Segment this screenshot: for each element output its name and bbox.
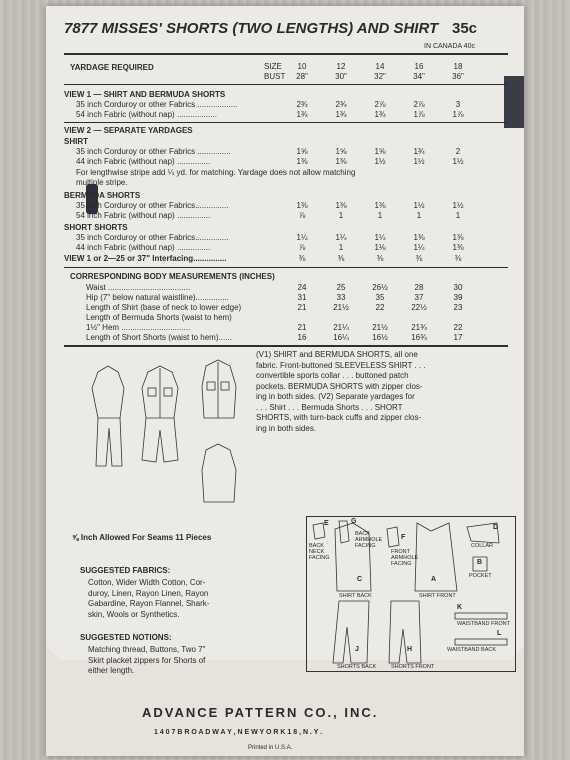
short-shorts-value: 1⅜ — [452, 233, 464, 242]
piece-h-label: H — [407, 646, 413, 653]
notions-heading: SUGGESTED NOTIONS: — [80, 633, 172, 642]
body-measurement-value: 16 — [297, 333, 307, 342]
shirt-value: 1⅝ — [335, 147, 347, 156]
shorts-back-label: SHORTS BACK — [337, 664, 377, 670]
body-measurement-value: 26½ — [372, 283, 388, 292]
bust-10: 28" — [296, 72, 308, 81]
body-measurement-row-label: Length of Bermuda Shorts (waist to hem) — [86, 313, 232, 322]
notions-line: Skirt placket zippers for Shorts of — [88, 655, 206, 665]
body-measurement-value: 16½ — [372, 333, 388, 342]
bermuda-heading: BERMUDA SHORTS — [64, 191, 141, 200]
view1-row-label: 35 inch Corduroy or other Fabrics .................. — [76, 100, 238, 109]
shirt-value: 2 — [455, 147, 461, 156]
back-neck-facing-label: BACK NECK FACING — [309, 543, 330, 561]
view1-rule — [64, 122, 508, 123]
view1-value: 1¾ — [374, 110, 386, 119]
body-measurement-value: 30 — [453, 283, 463, 292]
body-measurement-value: 33 — [336, 293, 346, 302]
description-line: (V1) SHIRT and BERMUDA SHORTS, all one — [256, 350, 418, 359]
shirt-row-label: 44 inch Fabric (without nap) ............... — [76, 157, 211, 166]
body-measurement-row-label: Hip (7" below natural waistline)............... — [86, 293, 229, 302]
shirt-front-label: SHIRT FRONT — [419, 593, 456, 599]
view1-heading: VIEW 1 — SHIRT AND BERMUDA SHORTS — [64, 90, 226, 99]
piece-g-shape — [339, 521, 349, 543]
piece-f-label: F — [401, 534, 406, 541]
bust-14: 32" — [374, 72, 386, 81]
body-measurement-value: 31 — [297, 293, 307, 302]
stripe-note-line2: multiple stripe. — [76, 178, 128, 187]
interfacing-value: ⅜ — [454, 254, 462, 263]
description-line: . . . Shirt . . . Bermuda Shorts . . . SHORT — [256, 402, 403, 412]
bust-16: 34" — [413, 72, 425, 81]
bermuda-value: 1⅜ — [296, 201, 308, 210]
bust-18: 36" — [452, 72, 464, 81]
shirt-back-detail-figure — [202, 444, 236, 502]
shirt-and-bermuda-back-figure — [92, 366, 124, 466]
body-measurement-value: 37 — [414, 293, 424, 302]
body-measurement-value: 21 — [297, 303, 307, 312]
body-measurement-value: 24 — [297, 283, 307, 292]
view1-value: 2¾ — [335, 100, 347, 109]
short-shorts-value: 1 — [338, 243, 344, 252]
shirt-value: 1¾ — [413, 147, 425, 156]
body-measurement-value: 16¾ — [411, 333, 427, 342]
body-measurement-value: 22 — [453, 323, 463, 332]
shirt-row-label: 35 inch Corduroy or other Fabrics ............... — [76, 147, 231, 156]
short-shorts-row-label: 44 inch Fabric (without nap) ............... — [76, 243, 211, 252]
piece-a-label: A — [431, 576, 437, 583]
fabrics-line: duroy, Linen, Rayon Linen, Rayon — [88, 588, 209, 598]
company-address: 1 4 0 7 B R O A D W A Y , N E W Y O R K 1 8 , N . Y . — [154, 729, 323, 736]
piece-h-shape — [389, 601, 421, 663]
shirt-front-detail-figure — [202, 360, 236, 418]
body-measurement-row-label: Length of Short Shorts (waist to hem)...... — [86, 333, 232, 342]
bermuda-row-label: 35 inch Corduroy or other Fabrics............... — [76, 201, 229, 210]
description-line: ing in both sides. (V2) Separate yardages for — [256, 392, 415, 401]
body-measurement-value: 39 — [453, 293, 463, 302]
garment-illustrations — [76, 358, 276, 518]
body-measurement-value: 25 — [336, 283, 346, 292]
view1-row-label: 54 inch Fabric (without nap) .................. — [76, 110, 217, 119]
pocket-label: POCKET — [469, 573, 492, 579]
short-shorts-row-label: 35 inch Corduroy or other Fabrics............... — [76, 233, 229, 242]
fabrics-line: skin, Wools or Synthetics. — [88, 609, 180, 619]
piece-k-label: K — [457, 604, 463, 611]
description-line: ing in both sides. — [256, 423, 317, 433]
shirt-value: 1½ — [413, 157, 425, 166]
short-shorts-heading: SHORT SHORTS — [64, 223, 128, 232]
body-measurement-value: 21¼ — [333, 323, 349, 332]
bermuda-value: 1 — [455, 211, 461, 220]
shorts-front-label: SHORTS FRONT — [391, 664, 435, 670]
notions-line: Matching thread, Buttons, Two 7" — [88, 645, 206, 654]
pattern-envelope — [46, 6, 524, 756]
bust-12: 30" — [335, 72, 347, 81]
shirt-value: 1½ — [452, 157, 464, 166]
body-measurement-row-label: 1½" Hem ............................... — [86, 323, 191, 332]
piece-j-label: J — [355, 646, 359, 653]
interfacing-value: ⅜ — [376, 254, 384, 263]
body-measurement-value: 22 — [375, 303, 385, 312]
piece-c-label: C — [357, 576, 363, 583]
view1-value: 2⅞ — [413, 100, 425, 109]
size-label: SIZE — [264, 62, 282, 71]
description-line: SHORTS, with turn-back cuffs and zipper clos- — [256, 413, 422, 422]
shirt-value: 1½ — [374, 157, 386, 166]
shirt-value: 1⅝ — [296, 147, 308, 156]
body-heading: CORRESPONDING BODY MEASUREMENTS (INCHES) — [70, 272, 275, 281]
view1-value: 1¾ — [335, 110, 347, 119]
shirt-heading: SHIRT — [64, 137, 88, 146]
size-16: 16 — [414, 62, 424, 71]
bermuda-value: 1 — [377, 211, 383, 220]
bust-label: BUST — [264, 72, 286, 81]
view1-value: 1⅞ — [452, 110, 464, 119]
body-measurement-value: 16¼ — [333, 333, 349, 342]
short-shorts-value: 1¼ — [335, 233, 347, 242]
front-armhole-facing-label: FRONT ARMHOLE FACING — [391, 549, 419, 567]
size-14: 14 — [375, 62, 385, 71]
bermuda-value: 1½ — [413, 201, 425, 210]
interfacing-row-label: VIEW 1 or 2—25 or 37" Interfacing............... — [64, 254, 227, 263]
notions-line: either length. — [88, 666, 135, 675]
short-shorts-value: 1¼ — [374, 233, 386, 242]
waistband-front-label: WAISTBAND FRONT — [457, 621, 510, 627]
view2-rule — [64, 267, 508, 268]
body-measurement-value: 28 — [414, 283, 424, 292]
bermuda-value: 1⅜ — [374, 201, 386, 210]
body-measurement-row-label: Waist ..................................... — [86, 283, 191, 292]
fabrics-line: Cotton, Wider Width Cotton, Cor- — [88, 578, 206, 587]
size-10: 10 — [297, 62, 307, 71]
bermuda-value: 1 — [416, 211, 422, 220]
short-shorts-value: 1¼ — [296, 233, 308, 242]
view1-value: 2⅞ — [374, 100, 386, 109]
body-measurement-value: 23 — [453, 303, 463, 312]
piece-g-label: G — [351, 518, 357, 525]
price: 35c — [452, 20, 478, 37]
body-measurement-value: 35 — [375, 293, 385, 302]
shirt-value: 1⅜ — [296, 157, 308, 166]
fabrics-line: Gabardine, Rayon Flannel, Shark- — [88, 599, 210, 608]
body-measurement-value: 22½ — [411, 303, 427, 312]
printed-in-usa: Printed in U.S.A. — [248, 745, 293, 751]
bermuda-row-label: 54 inch Fabric (without nap) ............... — [76, 211, 211, 220]
view2-heading: VIEW 2 — SEPARATE YARDAGES — [64, 126, 193, 135]
bermuda-value: 1½ — [452, 201, 464, 210]
description-line: convertible sports collar . . . buttoned patch — [256, 371, 409, 380]
interfacing-value: ⅜ — [337, 254, 345, 263]
body-measurement-value: 17 — [453, 333, 463, 342]
body-measurement-value: 21½ — [372, 323, 388, 332]
body-measurement-row-label: Length of Shirt (base of neck to lower edge) — [86, 303, 242, 312]
description-line: fabric. Front-buttoned SLEEVELESS SHIRT . . . — [256, 360, 426, 370]
header-rule — [64, 53, 508, 55]
piece-k-shape — [455, 613, 507, 619]
piece-l-shape — [455, 639, 507, 645]
piece-b-label: B — [477, 559, 483, 566]
view1-value: 1¾ — [296, 110, 308, 119]
short-shorts-value: 1¼ — [413, 243, 425, 252]
short-shorts-value: 1⅜ — [413, 233, 425, 242]
interfacing-value: ⅜ — [298, 254, 306, 263]
short-shorts-value: ⅞ — [298, 243, 306, 252]
envelope-title: 7877 MISSES' SHORTS (TWO LENGTHS) AND SHIRT — [64, 20, 439, 37]
shirt-value: 1⅝ — [374, 147, 386, 156]
view1-value: 2¾ — [296, 100, 308, 109]
piece-j-shape — [333, 601, 369, 663]
piece-l-label: L — [497, 630, 502, 637]
body-measurement-value: 21 — [297, 323, 307, 332]
shirt-and-bermuda-front-figure — [142, 366, 178, 462]
body-rule — [64, 345, 508, 347]
short-shorts-value: 1⅛ — [374, 243, 386, 252]
shirt-value: 1⅜ — [335, 157, 347, 166]
pattern-pieces-panel — [306, 516, 516, 672]
collar-label: COLLAR — [471, 543, 494, 549]
bermuda-value: ⅞ — [298, 211, 306, 220]
waistband-back-label: WAISTBAND BACK — [447, 647, 496, 653]
body-measurement-value: 21¾ — [411, 323, 427, 332]
piece-e-label: E — [324, 520, 329, 527]
yardage-rule — [64, 84, 508, 85]
canada-price: IN CANADA 40c — [424, 43, 475, 50]
fabrics-heading: SUGGESTED FABRICS: — [80, 566, 171, 575]
interfacing-value: ⅜ — [415, 254, 423, 263]
view1-value: 3 — [455, 100, 461, 109]
size-18: 18 — [453, 62, 463, 71]
shirt-back-label: SHIRT BACK — [339, 593, 372, 599]
body-measurement-value: 21½ — [333, 303, 349, 312]
bermuda-value: 1 — [338, 211, 344, 220]
short-shorts-value: 1⅜ — [452, 243, 464, 252]
view1-value: 1⅞ — [413, 110, 425, 119]
back-armhole-facing-label: BACK ARMHOLE FACING — [355, 531, 383, 549]
description-line: pockets. BERMUDA SHORTS with zipper clos- — [256, 381, 423, 391]
stripe-note-line1: For lengthwise stripe add ¼ yd. for matching. Yardage does not allow matching — [76, 168, 356, 177]
company-name: ADVANCE PATTERN CO., INC. — [142, 705, 379, 720]
size-12: 12 — [336, 62, 346, 71]
piece-d-label: D — [493, 524, 499, 531]
bermuda-value: 1⅜ — [335, 201, 347, 210]
seams-note: ⅝ Inch Allowed For Seams 11 Pieces — [72, 533, 212, 542]
yardage-label: YARDAGE REQUIRED — [70, 63, 154, 72]
